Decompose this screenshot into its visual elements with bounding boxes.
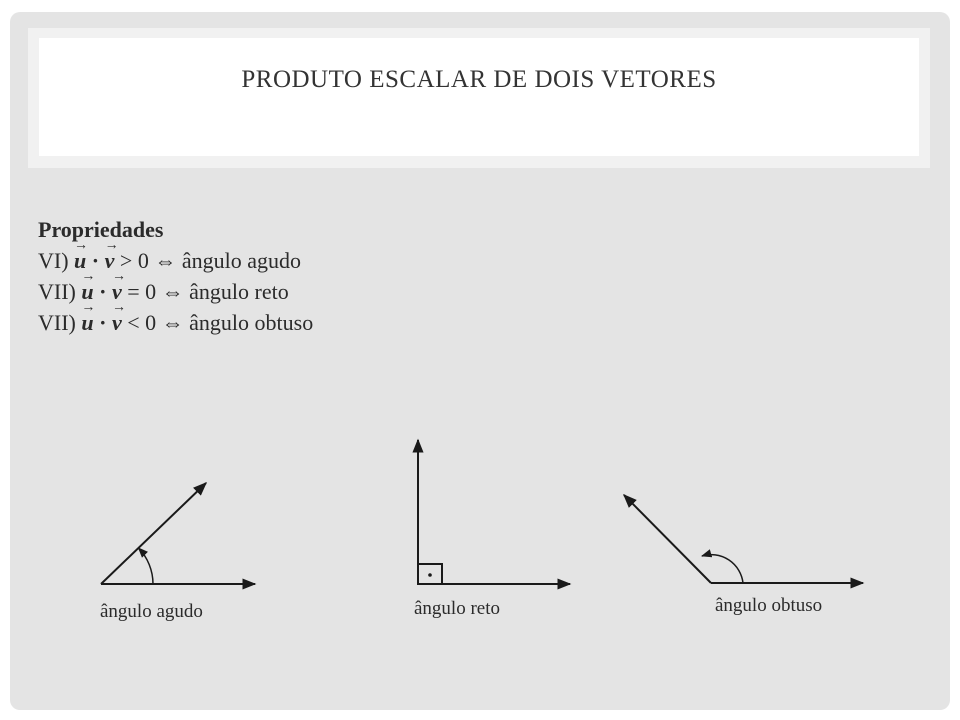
property-result: ângulo obtuso: [189, 310, 314, 335]
right-angle-dot: [428, 573, 432, 577]
relation-symbol: >: [119, 248, 133, 273]
rhs-value: 0: [145, 279, 157, 304]
dot-operator: ·: [99, 310, 107, 335]
obtuse-second-vector: [624, 495, 711, 583]
right-angle-diagram: [414, 440, 570, 619]
property-numeral: VI): [38, 248, 69, 273]
acute-second-vector: [101, 483, 206, 584]
slide-title: PRODUTO ESCALAR DE DOIS VETORES: [241, 66, 717, 93]
property-numeral: VII): [38, 310, 76, 335]
vector-u: → u: [81, 307, 93, 338]
vector-v: → v: [112, 307, 122, 338]
relation-symbol: =: [127, 279, 140, 304]
rhs-value: 0: [145, 310, 157, 335]
rhs-value: 0: [137, 248, 149, 273]
relation-symbol: <: [127, 310, 140, 335]
property-result: ângulo agudo: [181, 248, 301, 273]
vector-u: → u: [74, 245, 86, 276]
dot-operator: ·: [99, 279, 107, 304]
property-numeral: VII): [38, 279, 76, 304]
right-angle-label: ângulo reto: [414, 598, 501, 619]
acute-angle-arc: [139, 548, 154, 584]
obtuse-angle-diagram: [624, 495, 863, 616]
iff-symbol: ⇔: [154, 248, 177, 273]
iff-symbol: ⇔: [161, 310, 184, 335]
iff-symbol: ⇔: [161, 279, 184, 304]
acute-angle-diagram: [100, 483, 255, 622]
properties-heading: Propriedades: [38, 217, 164, 242]
vector-u: → u: [81, 276, 93, 307]
dot-operator: ·: [91, 248, 100, 273]
property-result: ângulo reto: [189, 279, 289, 304]
obtuse-angle-label: ângulo obtuso: [715, 595, 823, 616]
vector-v: → v: [112, 276, 122, 307]
vector-v: → v: [105, 245, 115, 276]
acute-angle-label: ângulo agudo: [100, 601, 203, 622]
